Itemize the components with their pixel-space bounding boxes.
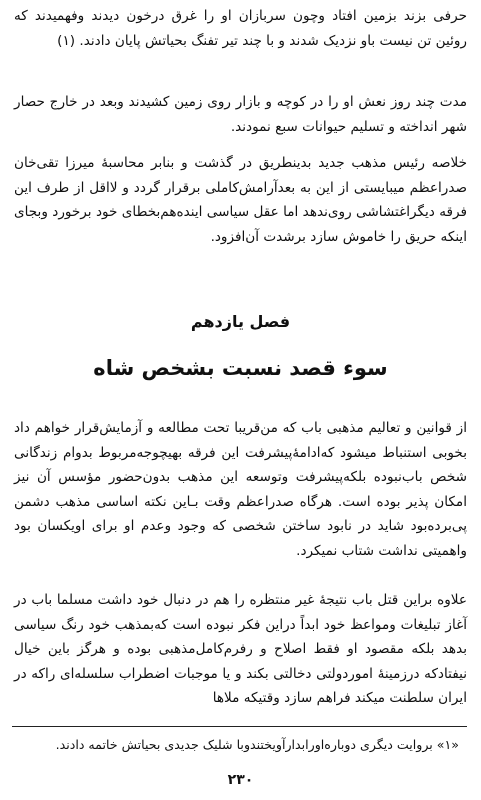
page-number: ۲۳۰: [227, 772, 254, 788]
paragraph-4: از قوانین و تعالیم مذهبی باب که من‌قریبا تحت مطالعه و آزمایش‌قرار خواهم داد بخوبی استنباط میشود که‌ادامهٔ‌پیشرفت این فرقه بهیچوجه‌مربوط بدوام زندگانی شخص باب‌نبوده بلکه‌پیشرفت وتوسعه این مذهب بدون‌حضور مؤسس آن نیز امکان پذیر بوده است. هرگاه صدراعظم وقت بـاین نکته اساسی مذهب دشمن پی‌برده‌بود شاید در نابود ساختن شخصی که وجود وعدم او برای اویکسان بود واهمیتی نداشت شتاب نمیکرد.: [14, 420, 467, 559]
paragraph-3: خلاصه رئیس مذهب جدید بدینطریق در گذشت و بنابر محاسبهٔ میرزا تقی‌خان صدراعظم میبایستی از این به بعدآرامش‌کاملی برقرار گردد و لااقل از طرف این فرقه دیگراغتشاشی روی‌ندهد اما عقل سیاسی اینده‌هم‌بخطای خود برخورد وبجای اینکه حریق را خاموش سازد برشدت آن‌افزود.: [14, 155, 467, 245]
chapter-label: فصل یازدهم: [190, 312, 291, 331]
paragraph-1: حرفی بزند بزمین افتاد وچون سربازان او را غرق درخون دیدند وفهمیدند که روئین تن نیست باو نزدیک شدند و با چند تیر تفنگ بحیاتش پایان دادند. (۱): [14, 8, 467, 49]
paragraph-5: علاوه براین قتل باب نتیجهٔ غیر منتظره را هم در دنبال خود داشت مسلما باب در آغاز تبلیغات ومواعظ خود ابداً دراین فکر نبوده است که‌بمذهب خود رنگ سیاسی بدهد بلکه مقصود او فقط اصلاح و رفرم‌کامل‌مذهبی بوده و هرگز باین خیال نیفتادکه درزمینهٔ اموردولتی دخالتی بکند و یا موجبات اضطراب سلسله‌ای راکه در ایران سلطنت میکند فراهم سازد وقتیکه ملاها: [14, 592, 467, 707]
chapter-title: سوء قصد نسبت بشخص شاه: [93, 356, 388, 380]
footnote: «۱» بروایت دیگری دوباره‌اورا‌بدار‌آویختند‌وبا شلیک جدیدی بحیاتش خاتمه دادند.: [55, 737, 459, 752]
book-page: [14, 4, 467, 796]
footnote-divider: [12, 726, 467, 727]
paragraph-2: مدت چند روز نعش او را در کوچه و بازار روی زمین کشیدند وبعد در خارج حصار شهر انداخته و تسلیم حیوانات سبع نمودند.: [14, 94, 467, 135]
